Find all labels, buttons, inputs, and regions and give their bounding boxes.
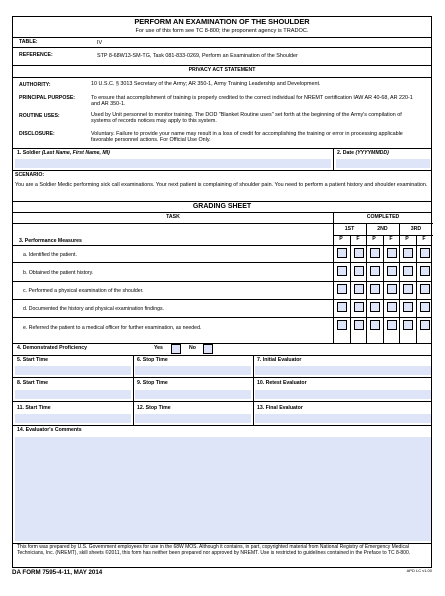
comments-label: 14. Evaluator's Comments: [17, 427, 82, 433]
task-e-2nd-p-checkbox[interactable]: [370, 320, 380, 330]
proficiency-no-checkbox[interactable]: [203, 344, 213, 354]
task-d-1st-f-checkbox[interactable]: [354, 302, 364, 312]
evaluator-comments-field[interactable]: [15, 437, 431, 541]
reference-label: REFERENCE:: [19, 52, 53, 58]
task-c-3rd-f-checkbox[interactable]: [420, 284, 430, 294]
task-header: TASK: [166, 214, 180, 220]
f-header: F: [389, 236, 393, 242]
task-e-1st-p-checkbox[interactable]: [337, 320, 347, 330]
authority-label: AUTHORITY:: [19, 82, 51, 88]
f-header: F: [356, 236, 360, 242]
task-a-2nd-f-checkbox[interactable]: [387, 248, 397, 258]
task-c-1st-p-checkbox[interactable]: [337, 284, 347, 294]
task-a-1st-f-checkbox[interactable]: [354, 248, 364, 258]
final-evaluator-field[interactable]: [255, 414, 431, 423]
task-b: b. Obtained the patient history.: [23, 270, 94, 276]
stop-time-2-label: 9. Stop Time: [137, 380, 168, 386]
proficiency-label: 4. Demonstrated Proficiency: [17, 345, 88, 351]
task-c-2nd-f-checkbox[interactable]: [387, 284, 397, 294]
task-e-3rd-f-checkbox[interactable]: [420, 320, 430, 330]
task-d-1st-p-checkbox[interactable]: [337, 302, 347, 312]
proficiency-yes-checkbox[interactable]: [171, 344, 181, 354]
task-b-2nd-f-checkbox[interactable]: [387, 266, 397, 276]
stop-time-1-label: 6. Stop Time: [137, 357, 168, 363]
task-a-2nd-p-checkbox[interactable]: [370, 248, 380, 258]
authority-text: 10 U.S.C. § 3013 Secretary of the Army; AR 350-1, Army Training Leadership and Development.: [91, 81, 321, 87]
privacy-heading: PRIVACY ACT STATEMENT: [188, 67, 256, 73]
task-b-1st-p-checkbox[interactable]: [337, 266, 347, 276]
table-value: IV: [97, 40, 103, 46]
task-b-2nd-p-checkbox[interactable]: [370, 266, 380, 276]
start-time-1-label: 5. Start Time: [17, 357, 49, 363]
form-subtitle: For use of this form see TC 8-800; the proponent agency is TRADOC.: [135, 28, 309, 34]
stop-time-2-field[interactable]: [135, 390, 251, 399]
p-header: P: [405, 236, 409, 242]
start-time-2-label: 8. Start Time: [17, 380, 49, 386]
task-d-2nd-f-checkbox[interactable]: [387, 302, 397, 312]
task-a-1st-p-checkbox[interactable]: [337, 248, 347, 258]
task-c-2nd-p-checkbox[interactable]: [370, 284, 380, 294]
initial-evaluator-label: 7. Initial Evaluator: [257, 357, 302, 363]
task-e-3rd-p-checkbox[interactable]: [403, 320, 413, 330]
scenario-label: SCENARIO:: [15, 172, 45, 178]
attempt-1st: 1ST: [344, 226, 355, 232]
task-d-3rd-f-checkbox[interactable]: [420, 302, 430, 312]
completed-header: COMPLETED: [366, 214, 400, 220]
scenario-text: You are a Soldier Medic performing sick call examinations. Your next patient is complaining of shoulder pain. You need to perform a patient history and shoulder examination.: [15, 182, 428, 188]
performance-measures-label: 3. Performance Measures: [19, 238, 82, 244]
task-d-2nd-p-checkbox[interactable]: [370, 302, 380, 312]
start-time-1-field[interactable]: [15, 366, 131, 375]
task-c: c. Performed a physical examination of the shoulder.: [23, 288, 144, 294]
stop-time-3-label: 12. Stop Time: [137, 405, 171, 411]
task-e-1st-f-checkbox[interactable]: [354, 320, 364, 330]
task-c-3rd-p-checkbox[interactable]: [403, 284, 413, 294]
purpose-text: To ensure that accomplishment of training is properly credited to the correct individual for NREMT certification IAW AR 40-68, AR 220-1 and AR 350-1.: [91, 95, 413, 108]
date-label: 2. Date (YYYYMMDD): [337, 150, 389, 156]
start-time-2-field[interactable]: [15, 390, 131, 399]
attempt-2nd: 2ND: [377, 226, 388, 232]
routine-uses-label: ROUTINE USES:: [19, 113, 60, 119]
task-a-3rd-p-checkbox[interactable]: [403, 248, 413, 258]
initial-evaluator-field[interactable]: [255, 366, 431, 375]
p-header: P: [339, 236, 343, 242]
f-header: F: [422, 236, 426, 242]
task-d: d. Documented the history and physical examination findings.: [23, 306, 165, 312]
task-b-1st-f-checkbox[interactable]: [354, 266, 364, 276]
p-header: P: [372, 236, 376, 242]
start-time-3-label: 11. Start Time: [17, 405, 51, 411]
task-a-3rd-f-checkbox[interactable]: [420, 248, 430, 258]
form-number: DA FORM 7595-4-11, MAY 2014: [12, 569, 103, 576]
task-d-3rd-p-checkbox[interactable]: [403, 302, 413, 312]
purpose-label: PRINCIPAL PURPOSE:: [19, 95, 76, 101]
attempt-3rd: 3RD: [410, 226, 422, 232]
proficiency-yes-label: Yes: [154, 345, 163, 351]
stop-time-1-field[interactable]: [135, 366, 251, 375]
soldier-label: 1. Soldier (Last Name, First Name, MI): [17, 150, 110, 156]
retest-evaluator-field[interactable]: [255, 390, 431, 399]
final-evaluator-label: 13. Final Evaluator: [257, 405, 303, 411]
reference-value: STP 8-68W13-SM-TG, Task 081-833-0269, Perform an Examination of the Shoulder: [97, 53, 298, 59]
routine-uses-text: Used by Unit personnel to monitor training. The DOD "Blanket Routine uses" set forth at the beginning of the Army's compilation of systems of records notices may apply to this system.: [91, 112, 402, 125]
grading-heading: GRADING SHEET: [192, 203, 252, 210]
table-label: TABLE:: [19, 39, 38, 45]
da-form: [12, 16, 432, 568]
stop-time-3-field[interactable]: [135, 414, 251, 423]
disclosure-label: DISCLOSURE:: [19, 131, 55, 137]
task-c-1st-f-checkbox[interactable]: [354, 284, 364, 294]
retest-evaluator-label: 10. Retest Evaluator: [257, 380, 307, 386]
form-title: PERFORM AN EXAMINATION OF THE SHOULDER: [134, 17, 310, 26]
soldier-name-field[interactable]: [15, 159, 331, 168]
task-e: e. Referred the patient to a medical officer for further examination, as needed.: [23, 325, 202, 331]
task-a: a. Identified the patient.: [23, 252, 77, 258]
disclosure-text: Voluntary. Failure to provide your name may result in a loss of credit for accomplishing the training or error in processing applicable favorable personnel actions. For Official Use Only.: [91, 131, 403, 144]
task-e-2nd-f-checkbox[interactable]: [387, 320, 397, 330]
task-b-3rd-f-checkbox[interactable]: [420, 266, 430, 276]
apd-version: APD LC v1.00: [406, 568, 432, 573]
proficiency-no-label: No: [189, 345, 196, 351]
disclaimer-text: This form was prepared by U.S. Government employees for use in the 68W MOS. Although it contains, in part, copyrighted material from National Registry of Emergency Medical Technicians, Inc. (NREMT), skill sheets ©2011, this form has neither been prepared nor approved by NREMT. Use is restricted to guidelines contained in the Preface to TC 8-800.: [17, 544, 411, 556]
task-b-3rd-p-checkbox[interactable]: [403, 266, 413, 276]
date-field[interactable]: [336, 159, 430, 168]
start-time-3-field[interactable]: [15, 414, 131, 423]
